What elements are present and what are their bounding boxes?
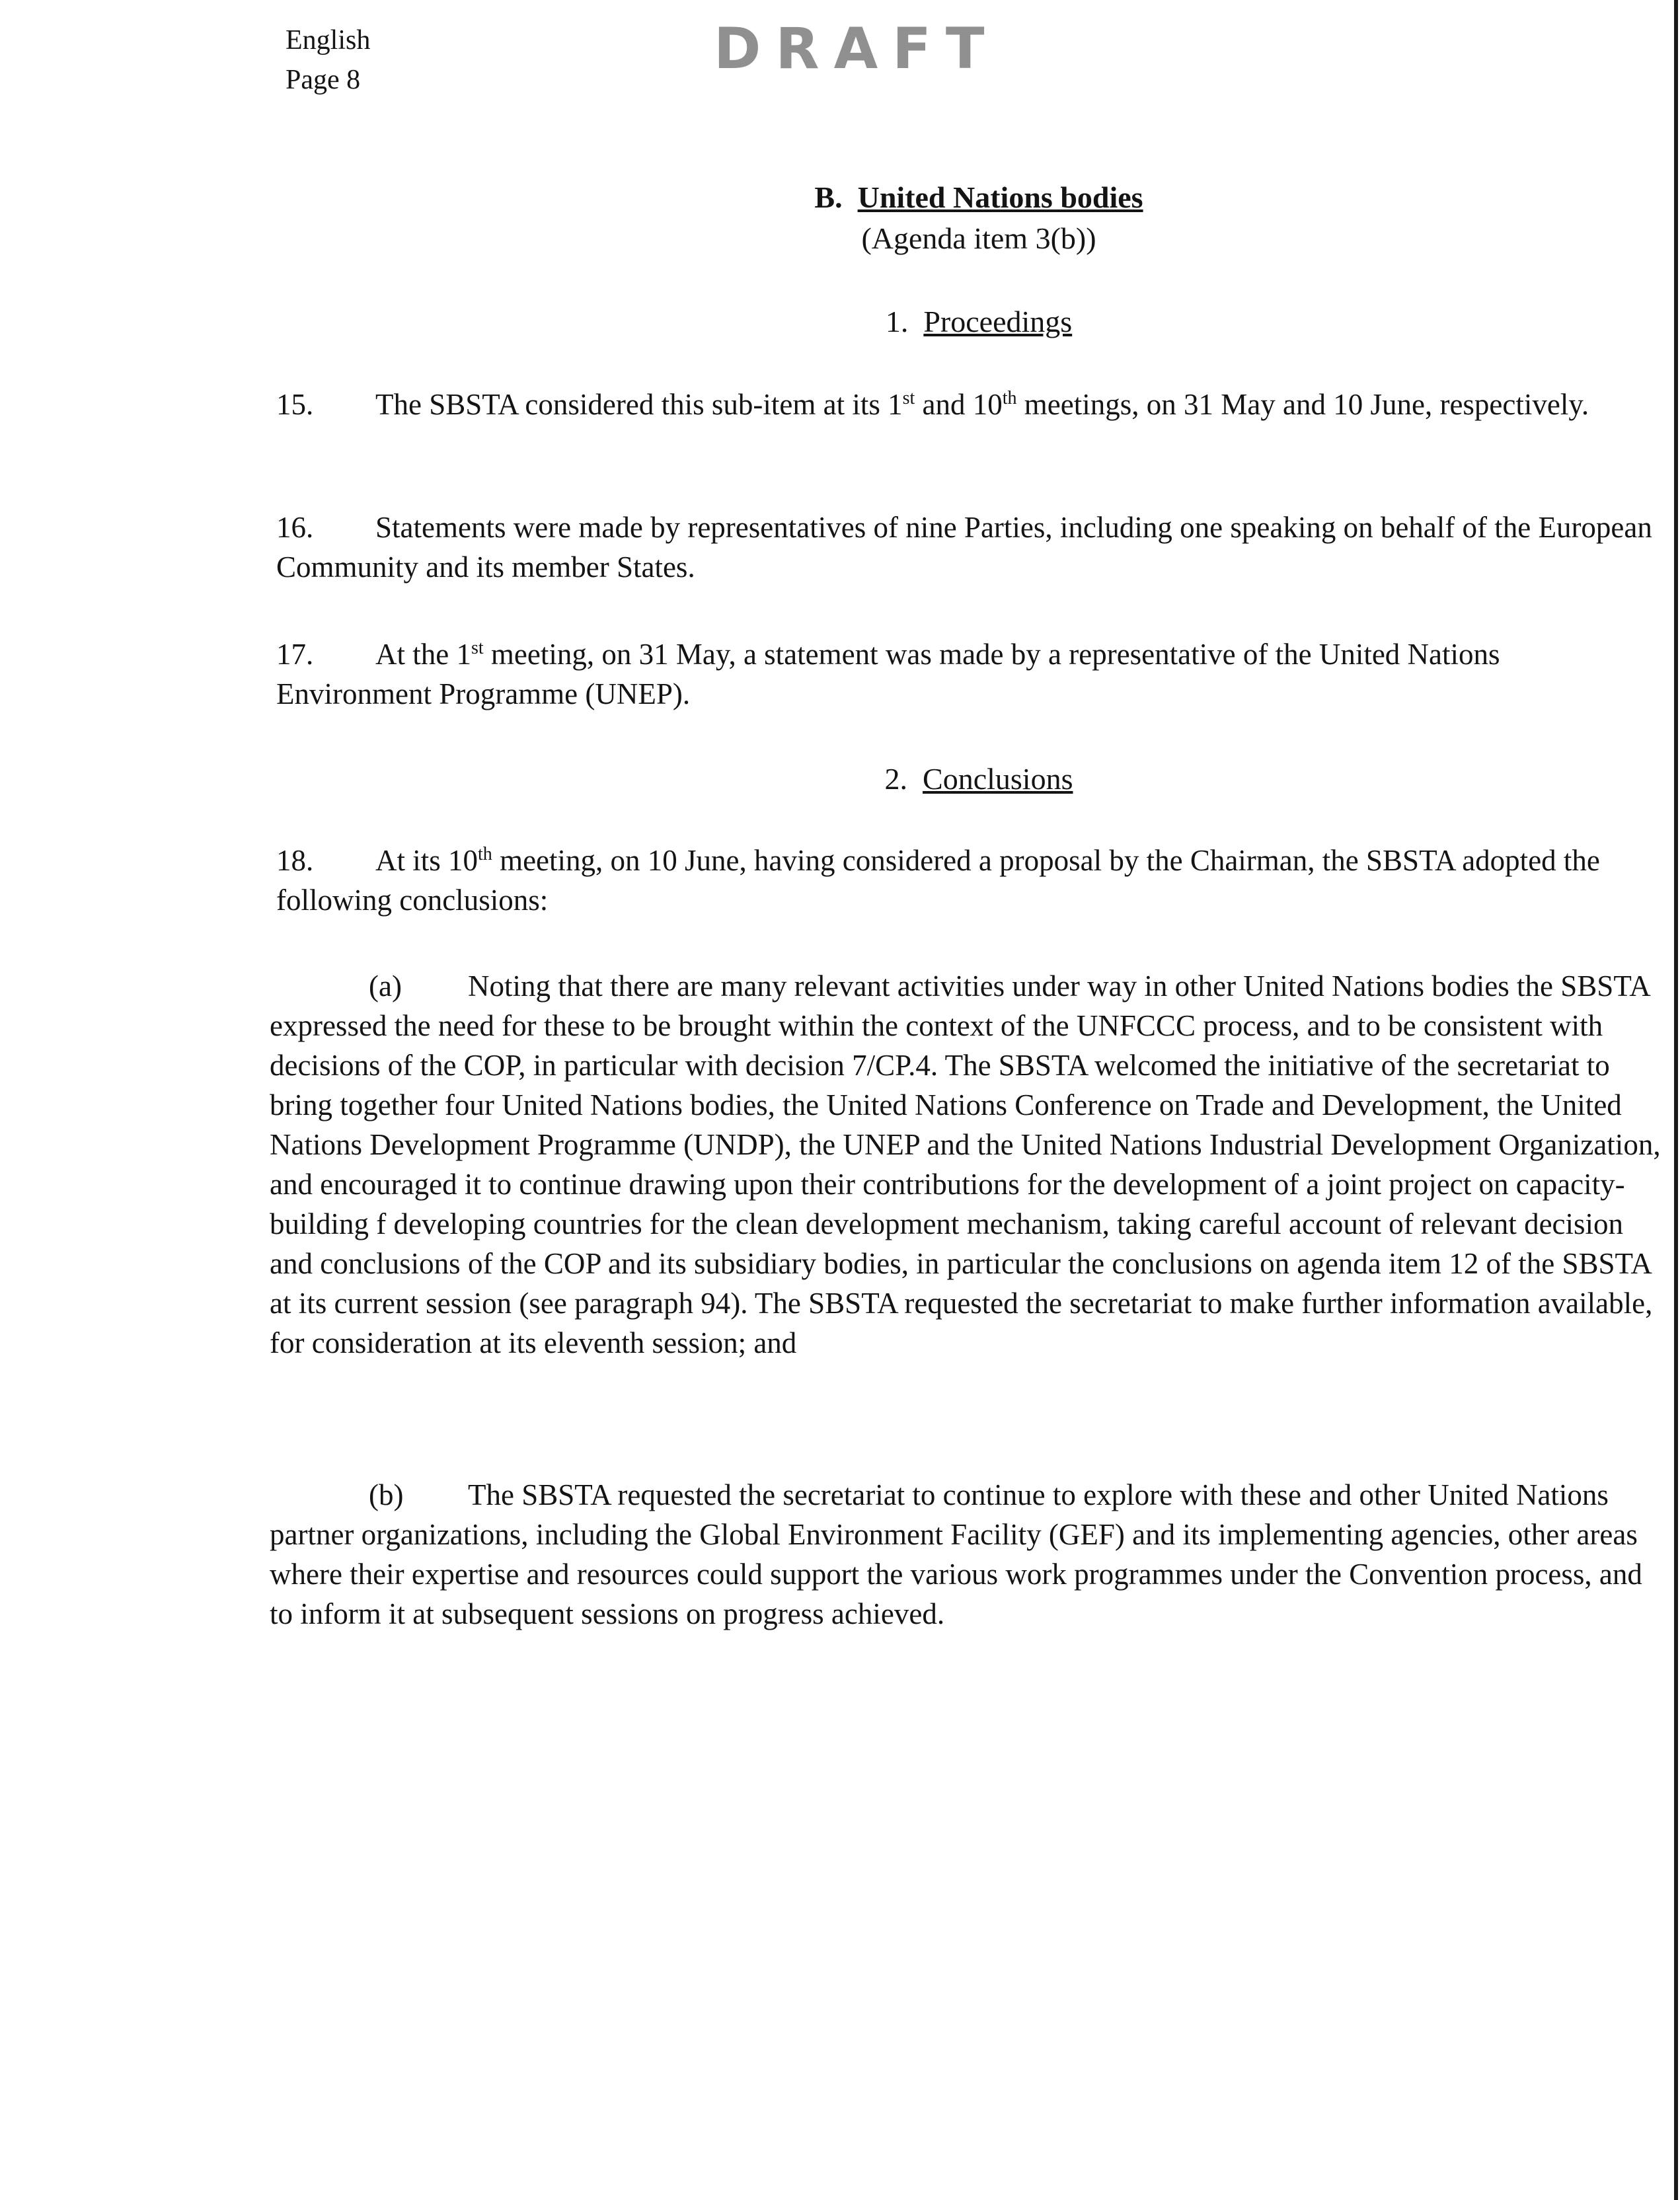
draft-stamp: DRAFT (714, 16, 999, 82)
paragraph-text: The SBSTA considered this sub-item at its 1 (375, 388, 903, 421)
ordinal-suffix: st (902, 388, 915, 408)
paragraph-18 (276, 841, 1658, 920)
section-title: United Nations bodies (857, 180, 1143, 214)
header-page-number: Page 8 (286, 65, 361, 95)
conclusion-b (270, 1475, 1665, 1634)
ordinal-suffix: st (471, 638, 484, 658)
subsection-heading-proceedings (0, 304, 1680, 340)
paragraph-15 (276, 385, 1658, 424)
section-heading (0, 180, 1680, 215)
conclusion-text: Noting that there are many relevant activities under way in other United Nations bodies the SBSTA expressed the need for these to be brought within the context of the UNFCCC process, and to be consistent with decisions of the COP, in particular with decision 7/CP.4. The SBSTA welcomed the initiative of the secretariat to bring together four United Nations bodies, the United Nations Conference on Trade and Development, the United Nations Development Programme (UNDP), the UNEP and the United Nations Industrial Development Organization, and encouraged it to continue drawing upon their contributions for the development of a joint project on capacity-building f developing countries for the clean development mechanism, taking careful account of relevant decision and conclusions of the COP and its subsidiary bodies, in particular the conclusions on agenda item 12 of the SBSTA at its current session (see paragraph 94). The SBSTA requested the secretariat to make further information available, for consideration at its eleventh session; and (270, 969, 1661, 1359)
paragraph-text: At its 10 (375, 844, 478, 877)
paragraph-text: Statements were made by representatives of nine Parties, including one speaking on behalf of the European Community and its member States. (276, 511, 1652, 584)
subsection-number: 2. (884, 762, 908, 796)
paragraph-text: meeting, on 31 May, a statement was made by a representative of the United Nations Environment Programme (UNEP). (276, 638, 1500, 710)
paragraph-number: 15. (276, 388, 314, 421)
paragraph-number: 18. (276, 844, 314, 877)
subsection-title: Proceedings (923, 305, 1073, 338)
conclusion-label: (b) (369, 1478, 404, 1511)
paragraph-16 (276, 508, 1658, 587)
conclusion-text: The SBSTA requested the secretariat to continue to explore with these and other United Nations partner organizations, including the Global Environment Facility (GEF) and its implementing agencies, other areas where their expertise and resources could support the various work programmes under the Convention process, and to inform it at subsequent sessions on progress achieved. (270, 1478, 1642, 1630)
paragraph-text: meetings, on 31 May and 10 June, respectively. (1016, 388, 1589, 421)
subsection-title: Conclusions (923, 762, 1073, 796)
header-language: English (286, 25, 371, 56)
subsection-number: 1. (885, 305, 909, 338)
paragraph-number: 17. (276, 638, 314, 671)
conclusion-label: (a) (369, 969, 402, 1003)
section-letter: B. (814, 180, 843, 214)
ordinal-suffix: th (478, 844, 492, 864)
subsection-heading-conclusions (0, 761, 1680, 797)
paragraph-17 (276, 634, 1658, 714)
paragraph-text: At the 1 (375, 638, 471, 671)
conclusion-a (270, 966, 1665, 1363)
paragraph-text: meeting, on 10 June, having considered a proposal by the Chairman, the SBSTA adopted the following conclusions: (276, 844, 1600, 917)
ordinal-suffix: th (1002, 388, 1017, 408)
paragraph-number: 16. (276, 511, 314, 544)
agenda-item: (Agenda item 3(b)) (861, 221, 1096, 255)
paragraph-text: and 10 (915, 388, 1003, 421)
